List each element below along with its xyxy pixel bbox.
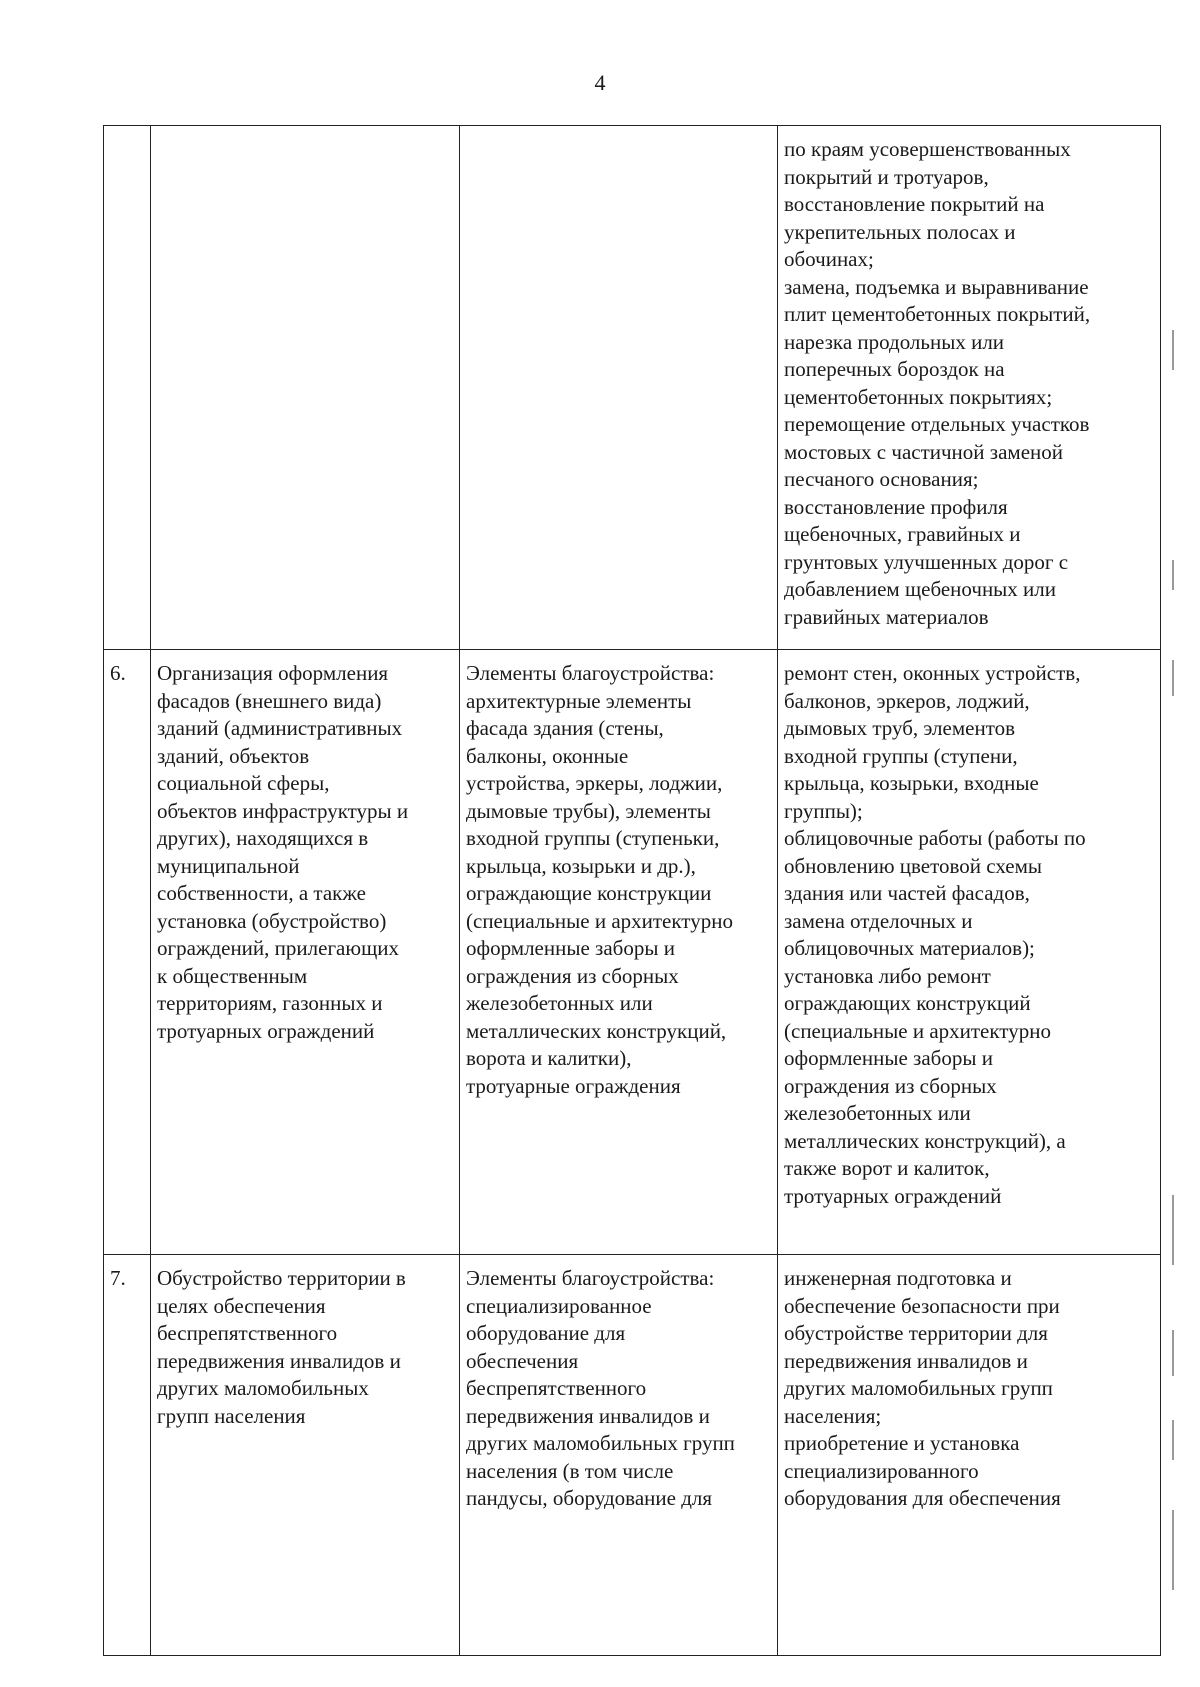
row-number-cell: 7. — [104, 1255, 151, 1656]
work-name-cell: Организация оформления фасадов (внешнего вида) зданий (административных зданий, объектов социальной сферы, объектов инфраструктуры и других), находящихся в муниципальной собственности, а также установка (обустройство) ограждений, прилегающих к общественным территориям, газонных и тротуарных ограждений — [151, 650, 460, 1255]
scan-artifact — [1172, 1510, 1174, 1590]
work-name-cell: Обустройство территории в целях обеспечения беспрепятственного передвижения инвалидов и других маломобильных групп населения — [151, 1255, 460, 1656]
row-number-cell — [104, 126, 151, 650]
scan-artifact — [1172, 660, 1174, 696]
work-name-cell — [151, 126, 460, 650]
scan-artifact — [1172, 1195, 1174, 1265]
work-types-cell: инженерная подготовка и обеспечение безопасности при обустройстве территории для передвижения инвалидов и других маломобильных групп населения; приобретение и установка специализированного оборудования для обеспечения — [778, 1255, 1161, 1656]
page-number: 4 — [594, 70, 606, 95]
improvement-elements-cell: Элементы благоустройства: архитектурные элементы фасада здания (стены, балконы, оконные устройства, эркеры, лоджии, дымовые трубы), элементы входной группы (ступеньки, крыльца, козырьки и др.), ограждающие конструкции (специальные и архитектурно оформленные заборы и ограждения из сборных железобетонных или металлических конструкций, ворота и калитки), тротуарные ограждения — [460, 650, 778, 1255]
improvement-elements-cell: Элементы благоустройства: специализированное оборудование для обеспечения беспрепятственного передвижения инвалидов и других маломобильных групп населения (в том числе пандусы, оборудование для — [460, 1255, 778, 1656]
scan-artifact — [1172, 1330, 1174, 1376]
work-types-cell: ремонт стен, оконных устройств, балконов, эркеров, лоджий, дымовых труб, элементов входной группы (ступени, крыльца, козырьки, входные группы); облицовочные работы (работы по обновлению цветовой схемы здания или частей фасадов, замена отделочных и облицовочных материалов); установка либо ремонт ограждающих конструкций (специальные и архитектурно оформленные заборы и ограждения из сборных железобетонных или металлических конструкций), а также ворот и калиток, тротуарных ограждений — [778, 650, 1161, 1255]
scan-artifact — [1172, 330, 1174, 370]
scan-artifact — [1172, 560, 1174, 590]
scan-artifact — [1172, 1420, 1174, 1460]
table-row-6 — [104, 650, 1161, 1255]
improvement-elements-cell — [460, 126, 778, 650]
work-types-cell: по краям усовершенствованных покрытий и тротуаров, восстановление покрытий на укрепительных полосах и обочинах; замена, подъемка и выравнивание плит цементобетонных покрытий, нарезка продольных или поперечных бороздок на цементобетонных покрытиях; перемощение отдельных участков мостовых с частичной заменой песчаного основания; восстановление профиля щебеночных, гравийных и грунтовых улучшенных дорог с добавлением щебеночных или гравийных материалов — [778, 126, 1161, 650]
table-row-continuation — [104, 126, 1161, 650]
works-table — [103, 125, 1161, 1656]
row-number-cell: 6. — [104, 650, 151, 1255]
table-row-7 — [104, 1255, 1161, 1656]
